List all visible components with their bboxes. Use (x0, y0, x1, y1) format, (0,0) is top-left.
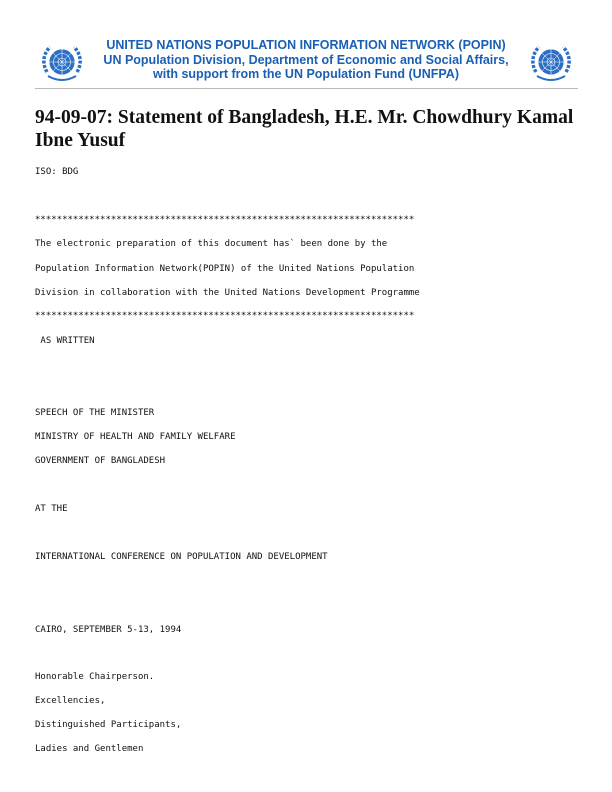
separator-stars-top: ********************************************************************** (35, 215, 415, 225)
preparation-note-line-2: Population Information Network(POPIN) of the United Nations Population (35, 264, 415, 274)
speech-heading: SPEECH OF THE MINISTER (35, 408, 155, 418)
header-line-popin: UNITED NATIONS POPULATION INFORMATION NETWORK (POPIN) (106, 38, 506, 52)
as-written-note: AS WRITTEN (35, 336, 95, 346)
preparation-note-line-1: The electronic preparation of this document has` been done by the (35, 239, 388, 249)
header-title-block (90, 38, 522, 82)
un-emblem-icon (527, 38, 575, 86)
iso-code: ISO: BDG (35, 167, 79, 177)
government-heading: GOVERNMENT OF BANGLADESH (35, 456, 166, 466)
salutation-participants: Distinguished Participants, (35, 720, 182, 730)
header-line-division: UN Population Division, Department of Economic and Social Affairs, (103, 52, 509, 67)
ministry-heading: MINISTRY OF HEALTH AND FAMILY WELFARE (35, 432, 236, 442)
salutation-excellencies: Excellencies, (35, 696, 106, 706)
document-title: 94-09-07: Statement of Bangladesh, H.E. Mr. Chowdhury Kamal Ibne Yusuf (35, 107, 574, 151)
header-line-unfpa: with support from the UN Population Fund (UNFPA) (153, 67, 459, 82)
header-divider (35, 88, 578, 89)
preparation-note-line-3: Division in collaboration with the United Nations Development Programme (35, 288, 420, 298)
salutation-ladies-gentlemen: Ladies and Gentlemen (35, 744, 144, 754)
conference-heading: INTERNATIONAL CONFERENCE ON POPULATION AND DEVELOPMENT (35, 552, 328, 562)
page-header (0, 0, 612, 100)
at-the-text: AT THE (35, 504, 68, 514)
salutation-chairperson: Honorable Chairperson. (35, 672, 155, 682)
separator-stars-bottom: ********************************************************************** (35, 311, 415, 321)
location-date: CAIRO, SEPTEMBER 5-13, 1994 (35, 625, 182, 635)
un-emblem-icon (38, 38, 86, 86)
